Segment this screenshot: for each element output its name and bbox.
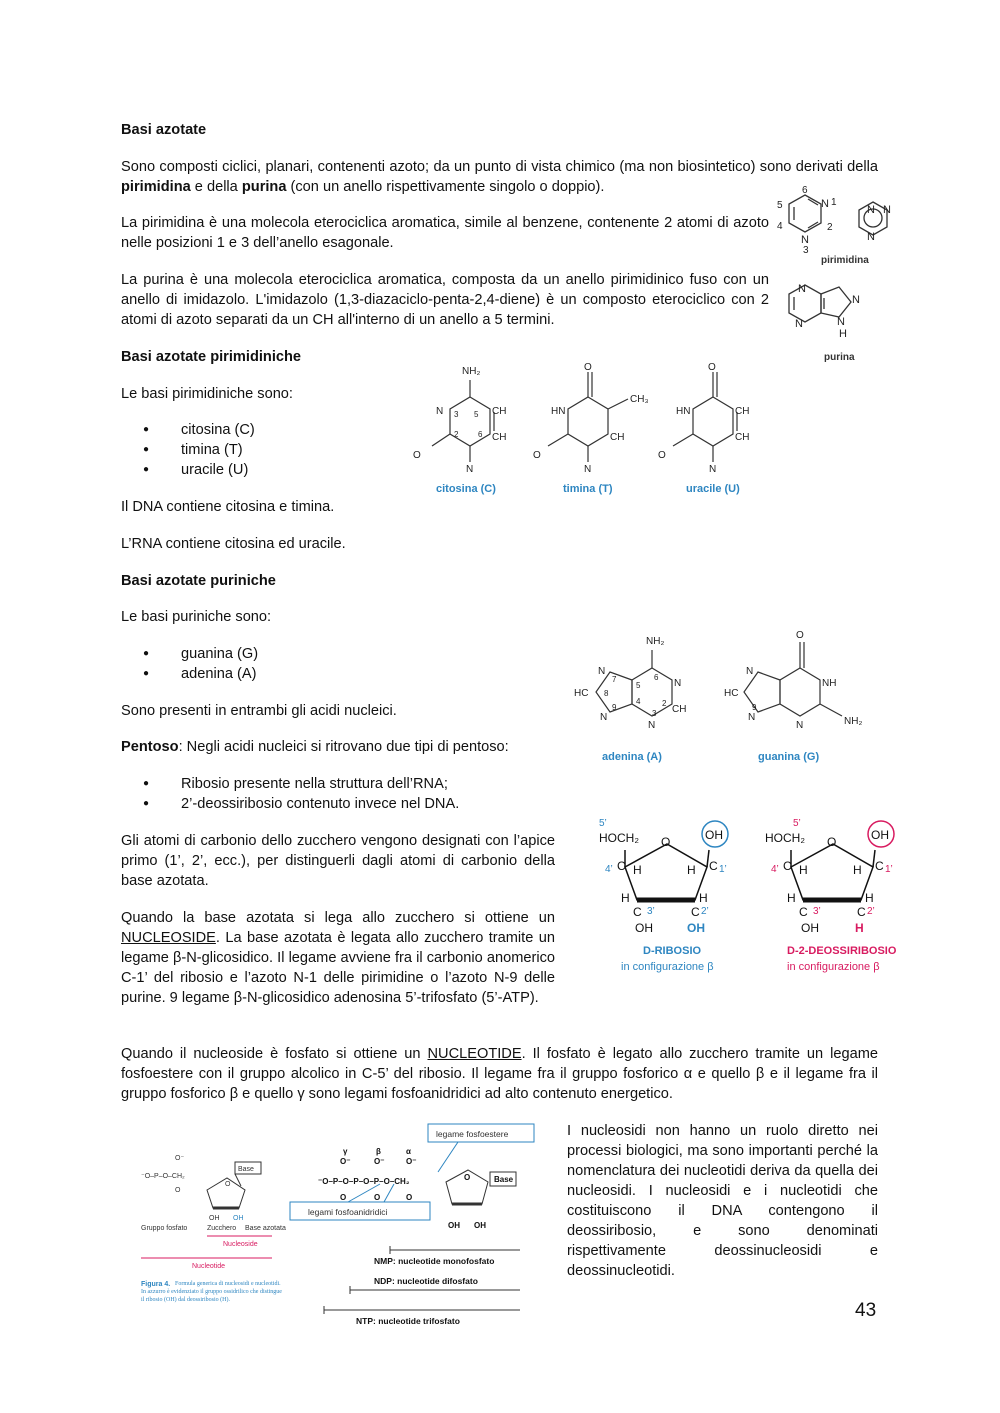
svg-text:O⁻: O⁻	[175, 1155, 185, 1162]
label-config-deossiribosio: in configurazione β	[787, 961, 880, 973]
svg-text:N: N	[674, 678, 682, 689]
label-d-ribosio: D-RIBOSIO	[643, 945, 702, 957]
svg-text:N: N	[436, 406, 444, 417]
list-item: ● adenina (A)	[121, 664, 258, 684]
svg-text:O: O	[708, 362, 716, 373]
figura-caption-text: Formula generica di nucleosidi e nucleotidi. In azzurro è evidenziato il gruppo ossidrilico che distingue il ribosio (OH) dal deossiribosio (H).	[141, 1281, 282, 1303]
pentoso-list	[121, 774, 459, 814]
list-item: ● guanina (G)	[121, 644, 258, 664]
svg-text:N: N	[821, 198, 829, 210]
label-nucleoside: Nucleoside	[223, 1241, 258, 1248]
svg-text:OH: OH	[801, 921, 819, 935]
svg-text:C: C	[875, 859, 884, 873]
svg-text:CH: CH	[672, 704, 687, 715]
nucleoside-term: NUCLEOSIDE	[121, 930, 216, 946]
svg-text:7: 7	[612, 675, 617, 684]
svg-text:O⁻: O⁻	[406, 1157, 417, 1166]
figure-nucleoside-generico	[137, 1150, 287, 1320]
label-ntp: NTP: nucleotide trifosfato	[356, 1316, 460, 1326]
svg-text:NH₂: NH₂	[462, 366, 481, 377]
label-timina: timina (T)	[563, 483, 613, 495]
svg-text:HN: HN	[676, 406, 691, 417]
svg-text:5: 5	[474, 410, 479, 419]
svg-text:C: C	[783, 859, 792, 873]
svg-text:OH: OH	[233, 1215, 244, 1222]
svg-text:C: C	[617, 859, 626, 873]
svg-text:CH: CH	[492, 406, 507, 417]
label-config-ribosio: in configurazione β	[621, 961, 714, 973]
figure-basi-puriniche	[570, 628, 880, 768]
svg-text:O: O	[374, 1193, 381, 1202]
pirimidiniche-list	[121, 420, 255, 480]
svg-text:2’: 2’	[701, 906, 709, 917]
svg-text:O: O	[340, 1193, 347, 1202]
figure-zuccheri	[595, 812, 905, 977]
p1-a: Sono composti ciclici, planari, contenenti azoto; da un punto di vista chimico (ma non biosintetico) sono derivati della	[121, 159, 878, 175]
svg-text:9: 9	[752, 703, 757, 712]
svg-text:N: N	[746, 666, 754, 677]
svg-text:N: N	[867, 231, 875, 243]
section-title-pirimidiniche: Basi azotate pirimidiniche	[121, 349, 302, 365]
svg-text:3: 3	[803, 245, 809, 256]
svg-text:O⁻: O⁻	[374, 1157, 385, 1166]
svg-text:N: N	[796, 720, 804, 731]
svg-text:CH₃: CH₃	[630, 394, 649, 405]
svg-text:OH: OH	[635, 921, 653, 935]
svg-text:2’: 2’	[867, 906, 875, 917]
nucleoside-a: Quando la base azotata si lega allo zucchero si ottiene un	[121, 910, 555, 926]
nucleotide-a: Quando il nucleoside è fosfato si ottiene un	[121, 1046, 428, 1062]
svg-text:OH: OH	[871, 828, 889, 842]
svg-text:C: C	[709, 859, 718, 873]
label-ndp: NDP: nucleotide difosfato	[374, 1276, 478, 1286]
svg-text:5’: 5’	[793, 818, 801, 829]
svg-text:CH: CH	[492, 432, 507, 443]
svg-text:C: C	[691, 905, 700, 919]
svg-text:γ: γ	[343, 1147, 348, 1156]
svg-text:CH: CH	[610, 432, 625, 443]
label-guanina: guanina (G)	[758, 751, 820, 763]
svg-text:4: 4	[636, 697, 641, 706]
svg-text:4’: 4’	[605, 864, 613, 875]
label-d-2-deossiribosio: D-2-DEOSSIRIBOSIO	[787, 945, 897, 957]
nucleoside-c: . La base azotata è legata allo zucchero tramite un legame β-N-glicosidico. Il legame avviene fra il carbonio anomerico C-1’ del ribosio e l’azoto N-1 delle pirimidine o l’azoto N-9 delle purine. 9 legame β-N-glicosidico adenosina 5’-trifosfato (5’-ATP).	[121, 930, 555, 1006]
paragraph-atomi: Gli atomi di carbonio dello zucchero vengono designati con l’apice primo (1’, 2’, ecc.), per distinguerli dagli atomi di carbonio della base azotata.	[121, 833, 555, 889]
svg-text:α: α	[406, 1147, 411, 1156]
label-nmp: NMP: nucleotide monofosfato	[374, 1256, 495, 1266]
label-figura: Figura 4.	[141, 1281, 171, 1288]
svg-text:H: H	[699, 891, 708, 905]
svg-text:OH: OH	[448, 1221, 460, 1230]
svg-text:Base: Base	[494, 1175, 514, 1184]
svg-text:1’: 1’	[719, 864, 727, 875]
page-number: 43	[855, 1300, 877, 1321]
svg-text:O: O	[533, 450, 541, 461]
svg-text:2: 2	[454, 430, 459, 439]
svg-text:H: H	[799, 863, 808, 877]
svg-text:CH: CH	[735, 432, 750, 443]
svg-text:3’: 3’	[813, 906, 821, 917]
p1-c: e della	[190, 179, 242, 195]
label-legame-fosfoestere: legame fosfoestere	[436, 1129, 509, 1139]
svg-text:N: N	[466, 464, 474, 475]
svg-text:N: N	[709, 464, 717, 475]
svg-text:C: C	[857, 905, 866, 919]
svg-text:Base: Base	[238, 1166, 254, 1173]
svg-text:O: O	[584, 362, 592, 373]
svg-text:N: N	[837, 316, 845, 328]
svg-text:4: 4	[777, 221, 783, 232]
figure-pirimidina-purina	[775, 185, 900, 365]
svg-text:HOCH₂: HOCH₂	[599, 831, 639, 845]
svg-text:O: O	[796, 630, 804, 641]
list-item: ● uracile (U)	[121, 460, 255, 480]
paragraph-pirimidina: La pirimidina è una molecola eterociclica aromatica, simile al benzene, contenente 2 atomi di azoto nelle posizioni 1 e 3 dell’anello esagonale.	[121, 215, 769, 251]
svg-text:H: H	[687, 863, 696, 877]
label-legami-fosfoanidridici: legami fosfoanidridici	[308, 1207, 388, 1217]
svg-text:H: H	[865, 891, 874, 905]
svg-text:O: O	[225, 1181, 231, 1188]
pentoso-text: : Negli acidi nucleici si ritrovano due tipi di pentoso:	[178, 739, 509, 755]
svg-text:2: 2	[827, 222, 833, 233]
svg-text:β: β	[376, 1147, 381, 1156]
rna-text: L’RNA contiene citosina ed uracile.	[121, 536, 346, 552]
svg-text:C: C	[799, 905, 808, 919]
paragraph-intro	[121, 157, 878, 197]
svg-text:H: H	[633, 863, 642, 877]
svg-text:O: O	[827, 835, 837, 849]
list-item: ● citosina (C)	[121, 420, 255, 440]
svg-text:N: N	[648, 720, 656, 731]
svg-text:OH: OH	[209, 1215, 220, 1222]
list-item: ● timina (T)	[121, 440, 255, 460]
svg-text:H: H	[787, 891, 796, 905]
svg-text:3’: 3’	[647, 906, 655, 917]
svg-text:N: N	[883, 204, 891, 216]
label-citosina: citosina (C)	[436, 483, 496, 495]
svg-text:⁻O–P–O–P–O–P–O–CH₂: ⁻O–P–O–P–O–P–O–CH₂	[318, 1177, 410, 1186]
label-nucleotide: Nucleotide	[192, 1263, 226, 1270]
svg-text:1: 1	[831, 197, 837, 208]
svg-text:H: H	[621, 891, 630, 905]
svg-text:HOCH₂: HOCH₂	[765, 831, 805, 845]
paragraph-purina: La purina è una molecola eterociclica aromatica, composta da un anello pirimidinico fuso con un anello di imidazolo. L'imidazolo (1,3-diazaciclo-penta-2,4-diene) è un composto eterociclico con 2 atomi di azoto separati da un CH all'interno di un anello a 5 termini.	[121, 272, 769, 328]
label-zucchero: Zucchero	[207, 1225, 237, 1232]
svg-text:CH: CH	[735, 406, 750, 417]
paragraph-nucleoside	[121, 908, 555, 1008]
svg-text:HN: HN	[551, 406, 566, 417]
figure-atp	[288, 1120, 558, 1330]
section-title-basi-azotate: Basi azotate	[121, 122, 207, 138]
svg-text:H: H	[855, 921, 864, 935]
svg-text:N: N	[801, 234, 809, 246]
puriniche-intro: Le basi puriniche sono:	[121, 609, 272, 625]
svg-text:5: 5	[636, 681, 641, 690]
svg-text:HC: HC	[724, 688, 739, 699]
svg-text:2: 2	[662, 699, 667, 708]
pentoso-title: Pentoso	[121, 739, 179, 755]
svg-text:NH: NH	[822, 678, 837, 689]
nucleotide-c: . Il fosfato è legato allo zucchero tramite un legame fosfoestere con il gruppo alcolico in C-5’ del ribosio. Il legame fra il gruppo fosforico α e quello β e il legame fra il gruppo fosforico β e quello γ sono legami fosfoanidridici ad alto contenuto energetico.	[121, 1046, 878, 1102]
pirimidiniche-intro: Le basi pirimidiniche sono:	[121, 386, 293, 402]
svg-text:O: O	[658, 450, 666, 461]
label-gruppo-fosfato: Gruppo fosfato	[141, 1225, 188, 1232]
svg-text:5’: 5’	[599, 818, 607, 829]
svg-text:H: H	[839, 328, 847, 340]
svg-text:4’: 4’	[771, 864, 779, 875]
svg-text:N: N	[795, 318, 803, 330]
list-item: ● 2’-deossiribosio contenuto invece nel DNA.	[121, 794, 459, 814]
paragraph-nucleotide	[121, 1044, 878, 1104]
svg-text:5: 5	[777, 200, 783, 211]
svg-text:O: O	[175, 1187, 181, 1194]
puriniche-list	[121, 644, 258, 684]
svg-text:N: N	[600, 712, 608, 723]
svg-text:NH₂: NH₂	[646, 636, 665, 647]
puriniche-both: Sono presenti in entrambi gli acidi nucleici.	[121, 703, 397, 719]
svg-text:6: 6	[654, 673, 659, 682]
svg-text:H: H	[853, 863, 862, 877]
label-base-azotata: Base azotata	[245, 1225, 286, 1232]
svg-text:N: N	[867, 204, 875, 216]
svg-text:O: O	[406, 1193, 413, 1202]
label-uracile: uracile (U)	[686, 483, 740, 495]
svg-text:3: 3	[454, 410, 459, 419]
svg-text:OH: OH	[705, 828, 723, 842]
svg-text:6: 6	[802, 185, 808, 196]
p1-purina: purina	[241, 179, 287, 195]
svg-text:9: 9	[612, 703, 617, 712]
label-adenina: adenina (A)	[602, 751, 662, 763]
svg-text:N: N	[852, 294, 860, 306]
svg-text:HC: HC	[574, 688, 589, 699]
paragraph-side: I nucleosidi non hanno un ruolo diretto nei processi biologici, ma sono importanti perché la nomenclatura dei nucleotidi deriva da quella dei nucleosidi. I nucleosidi e i nucleotidi che costituiscono il DNA contengono il deossiribosio, e sono denominati rispettivamente deossinucleosidi e deossinucleotidi.	[567, 1123, 878, 1279]
svg-text:OH: OH	[474, 1221, 486, 1230]
pentoso-line	[121, 737, 509, 757]
p1-pirimidina: pirimidina	[121, 179, 191, 195]
p1-e: (con un anello rispettivamente singolo o doppio).	[286, 179, 605, 195]
nucleotide-term: NUCLEOTIDE	[427, 1046, 522, 1062]
svg-text:8: 8	[604, 689, 609, 698]
svg-text:⁻O–P–O–CH₂: ⁻O–P–O–CH₂	[141, 1173, 185, 1180]
svg-text:N: N	[584, 464, 592, 475]
svg-text:1’: 1’	[885, 864, 893, 875]
svg-text:N: N	[798, 283, 806, 295]
svg-text:C: C	[633, 905, 642, 919]
svg-text:O: O	[661, 835, 671, 849]
svg-text:O⁻: O⁻	[340, 1157, 351, 1166]
svg-text:NH₂: NH₂	[844, 716, 863, 727]
figure-basi-pirimidiniche	[408, 362, 768, 502]
svg-text:O: O	[413, 450, 421, 461]
caption-pirimidina: pirimidina	[821, 255, 869, 266]
svg-text:3: 3	[652, 709, 657, 718]
svg-text:OH: OH	[687, 921, 705, 935]
svg-text:N: N	[748, 712, 756, 723]
svg-text:N: N	[598, 666, 606, 677]
dna-text: Il DNA contiene citosina e timina.	[121, 499, 335, 515]
list-item: ● Ribosio presente nella struttura dell’RNA;	[121, 774, 459, 794]
caption-purina: purina	[824, 352, 855, 363]
svg-text:O: O	[464, 1173, 471, 1182]
section-title-puriniche: Basi azotate puriniche	[121, 573, 276, 589]
svg-text:6: 6	[478, 430, 483, 439]
